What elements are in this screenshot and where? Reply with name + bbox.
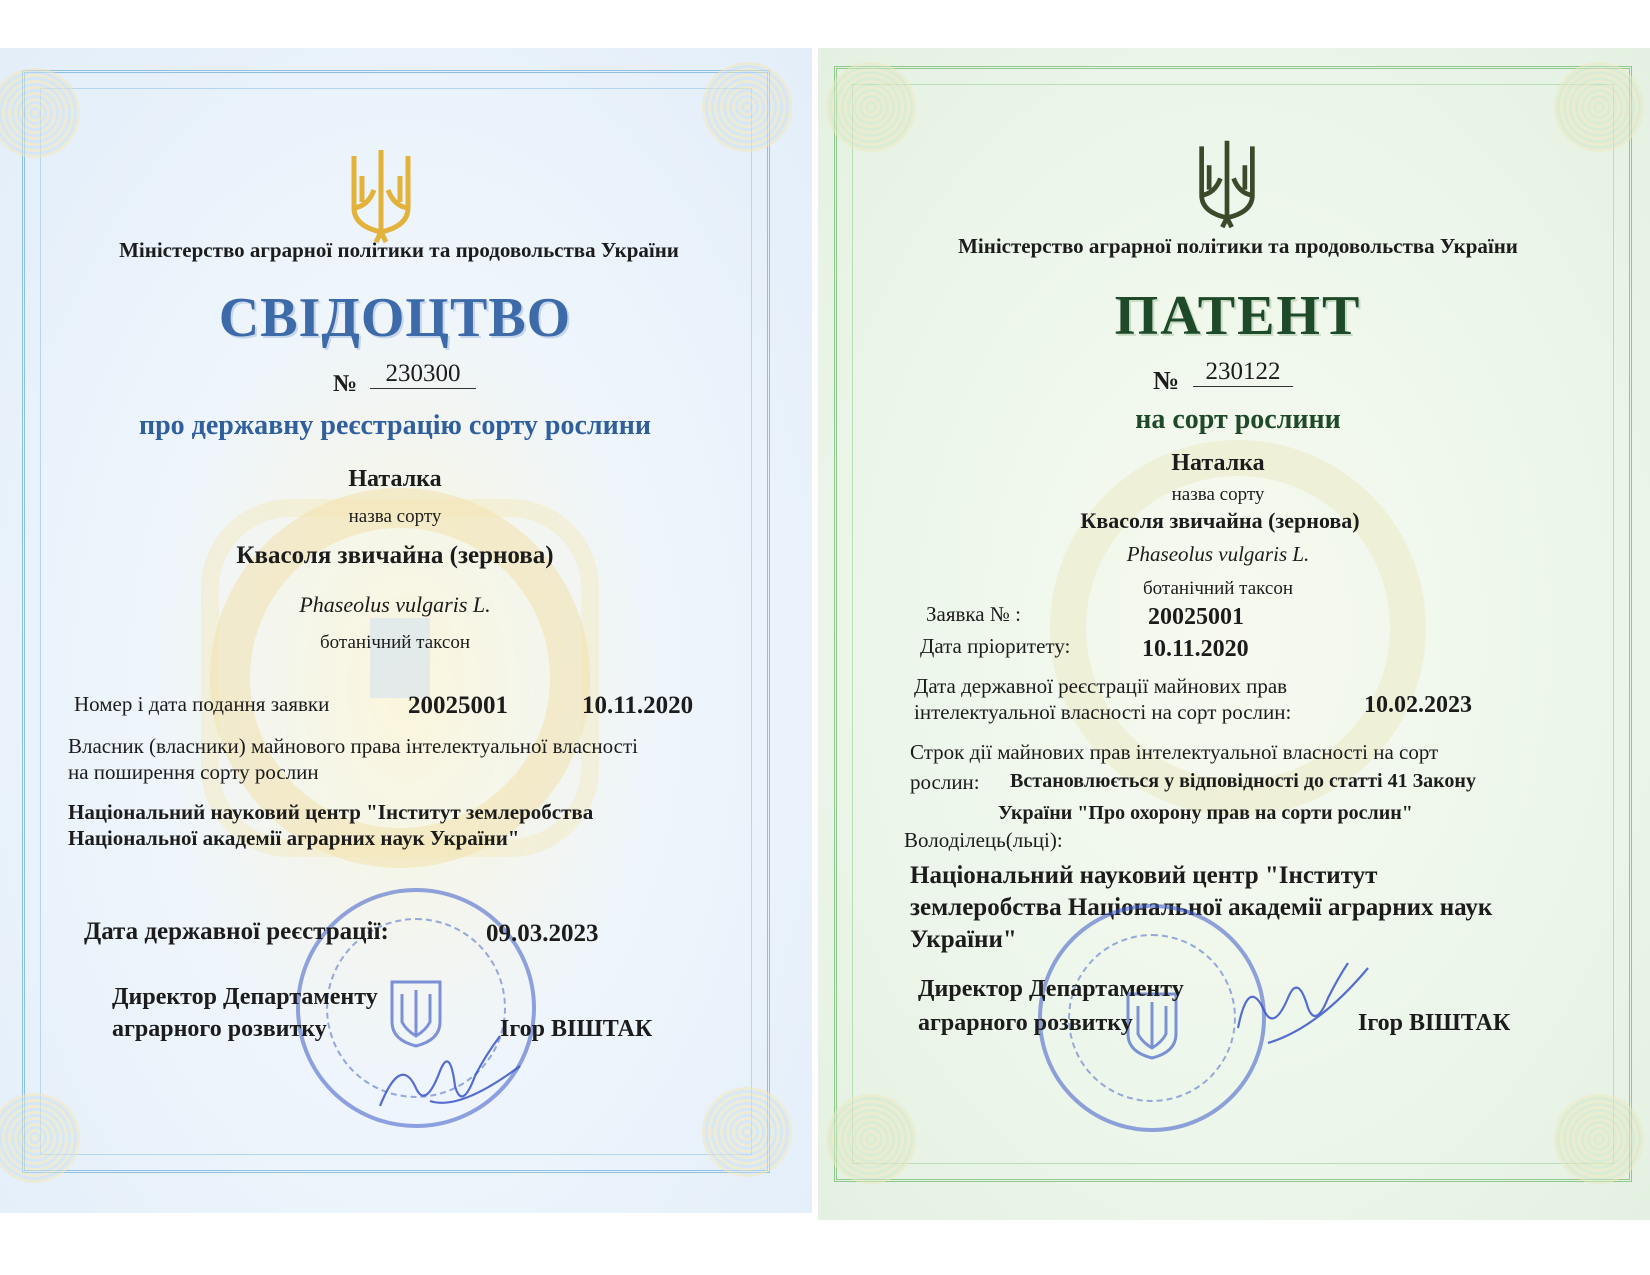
patent-signature — [1228, 948, 1378, 1058]
patent-number: 230122 — [1193, 358, 1293, 387]
patent-signer-title-line1: Директор Департаменту — [918, 976, 1184, 1002]
patent-signer-title-line2: аграрного розвитку — [918, 1010, 1133, 1036]
patent-title: ПАТЕНТ — [1114, 285, 1362, 347]
patent-priority-label: Дата пріоритету: — [920, 634, 1071, 658]
patent-application-number: 20025001 — [1148, 604, 1244, 630]
trident-icon — [1196, 136, 1258, 232]
certificate-registration-label: Дата державної реєстрації: — [84, 918, 389, 945]
certificate-taxon-caption: ботанічний таксон — [320, 632, 470, 653]
patent-ministry: Міністерство аграрної політики та продовольства України — [958, 234, 1518, 258]
patent-corner-rosette — [826, 62, 916, 152]
certificate-variety-caption: назва сорту — [348, 506, 442, 527]
certificate-registration-date: 09.03.2023 — [486, 920, 599, 947]
patent-corner-rosette — [826, 1094, 916, 1184]
patent-latin-name: Phaseolus vulgaris L. — [1126, 542, 1310, 566]
patent-subtitle: на сорт рослини — [1135, 404, 1341, 435]
patent-taxon-caption: ботанічний таксон — [1143, 578, 1293, 599]
certificate-corner-rosette — [702, 1087, 792, 1177]
certificate-owner-label-line1: Власник (власники) майнового права інтелектуальної власності — [68, 734, 638, 758]
certificate-signer-name: Ігор ВІШТАК — [500, 1016, 653, 1042]
certificate-ministry: Міністерство аграрної політики та продовольства України — [119, 238, 679, 262]
patent-variety-caption: назва сорту — [1171, 484, 1265, 505]
certificate-corner-rosette — [0, 1093, 80, 1183]
patent-holder-line1: Національний науковий центр "Інститут — [910, 862, 1378, 889]
certificate-variety-name: Наталка — [348, 466, 442, 492]
patent-term-value-line2: України "Про охорону прав на сорти рослин" — [998, 802, 1413, 824]
patent-rights-reg-label-line2: інтелектуальної власності на сорт рослин: — [914, 700, 1292, 724]
certificate-owner-line1: Національний науковий центр "Інститут землеробства — [68, 800, 594, 824]
patent-application-label: Заявка № : — [926, 602, 1021, 626]
patent-term-value-line1: Встановлюється у відповідності до статті 41 Закону — [1010, 770, 1476, 792]
patent-holder-label: Володілець(льці): — [904, 828, 1063, 852]
patent-document — [818, 48, 1650, 1220]
certificate-latin-name: Phaseolus vulgaris L. — [299, 592, 491, 617]
patent-signer-name: Ігор ВІШТАК — [1358, 1010, 1511, 1036]
patent-rights-reg-date: 10.02.2023 — [1364, 692, 1472, 718]
patent-corner-rosette — [1554, 1094, 1644, 1184]
patent-species: Квасоля звичайна (зернова) — [1080, 508, 1360, 533]
patent-rights-reg-label-line1: Дата державної реєстрації майнових прав — [914, 674, 1288, 698]
certificate-number: 230300 — [370, 360, 476, 389]
certificate-corner-rosette — [0, 68, 80, 158]
certificate-corner-rosette — [702, 62, 792, 152]
certificate-signer-title-line2: аграрного розвитку — [112, 1016, 327, 1042]
certificate-number-label: № — [333, 371, 358, 397]
patent-holder-line2: землеробства Національної академії аграрних наук — [910, 894, 1493, 921]
patent-term-label-line1: Строк дії майнових прав інтелектуальної власності на сорт — [910, 740, 1439, 764]
certificate-title: СВІДОЦТВО — [218, 287, 572, 349]
patent-term-label-prefix: рослин: — [910, 770, 980, 794]
patent-variety-name: Наталка — [1171, 450, 1265, 476]
patent-number-label: № — [1153, 366, 1180, 395]
certificate-application-date: 10.11.2020 — [582, 692, 694, 719]
certificate-signature — [370, 1016, 530, 1126]
patent-holder-line3: України" — [910, 926, 1017, 953]
certificate-application-label: Номер і дата подання заявки — [74, 692, 330, 716]
certificate-species: Квасоля звичайна (зернова) — [236, 542, 554, 569]
certificate-subtitle: про державну реєстрацію сорту рослини — [138, 410, 652, 441]
trident-icon — [348, 146, 414, 246]
certificate-application-number: 20025001 — [408, 692, 508, 719]
certificate-signer-title-line1: Директор Департаменту — [112, 984, 378, 1010]
certificate-owner-line2: Національної академії аграрних наук України" — [68, 826, 520, 850]
patent-corner-rosette — [1554, 62, 1644, 152]
certificate-document — [0, 48, 812, 1213]
patent-priority-date: 10.11.2020 — [1142, 636, 1249, 662]
certificate-owner-label-line2: на поширення сорту рослин — [68, 760, 319, 784]
